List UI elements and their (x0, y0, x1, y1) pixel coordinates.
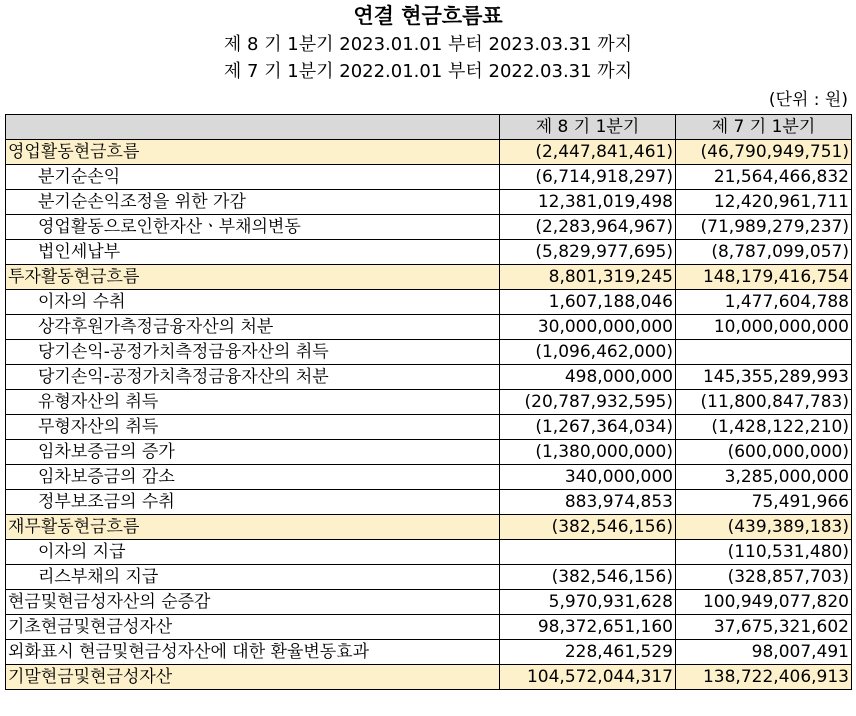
value-current: 104,572,044,317 (500, 665, 676, 690)
row-label: 유형자산의 취득 (6, 390, 500, 415)
row-label: 당기손익-공정가치측정금융자산의 처분 (6, 365, 500, 390)
value-current: (2,447,841,461) (500, 140, 676, 165)
row-label: 무형자산의 취득 (6, 415, 500, 440)
value-current: 5,970,931,628 (500, 590, 676, 615)
value-current: (1,380,000,000) (500, 440, 676, 465)
table-row (6, 590, 852, 615)
value-current: (5,829,977,695) (500, 240, 676, 265)
value-prior: 75,491,966 (676, 490, 852, 515)
row-label: 현금및현금성자산의 순증감 (6, 590, 500, 615)
value-current: (6,714,918,297) (500, 165, 676, 190)
value-current: 98,372,651,160 (500, 615, 676, 640)
table-row (6, 415, 852, 440)
value-prior: 145,355,289,993 (676, 365, 852, 390)
value-current: (2,283,964,967) (500, 215, 676, 240)
value-prior: (1,428,122,210) (676, 415, 852, 440)
value-current: 228,461,529 (500, 640, 676, 665)
value-current: 340,000,000 (500, 465, 676, 490)
value-prior: 1,477,604,788 (676, 290, 852, 315)
value-prior: 98,007,491 (676, 640, 852, 665)
table-row (6, 290, 852, 315)
table-row (6, 515, 852, 540)
column-header-item (6, 115, 500, 140)
table-row (6, 540, 852, 565)
row-label: 투자활동현금흐름 (6, 265, 500, 290)
value-current: 30,000,000,000 (500, 315, 676, 340)
table-row (6, 565, 852, 590)
table-row (6, 465, 852, 490)
value-current: 12,381,019,498 (500, 190, 676, 215)
value-prior: 12,420,961,711 (676, 190, 852, 215)
row-label: 이자의 지급 (6, 540, 500, 565)
value-prior: (71,989,279,237) (676, 215, 852, 240)
value-prior: 3,285,000,000 (676, 465, 852, 490)
row-label: 임차보증금의 감소 (6, 465, 500, 490)
value-current: (382,546,156) (500, 565, 676, 590)
value-prior: (11,800,847,783) (676, 390, 852, 415)
row-label: 리스부채의 지급 (6, 565, 500, 590)
row-label: 외화표시 현금및현금성자산에 대한 환율변동효과 (6, 640, 500, 665)
table-row (6, 390, 852, 415)
table-row (6, 665, 852, 690)
table-header-row (6, 115, 852, 140)
row-label: 정부보조금의 수취 (6, 490, 500, 515)
value-current (500, 540, 676, 565)
value-prior: 21,564,466,832 (676, 165, 852, 190)
row-label: 분기순손익조정을 위한 가감 (6, 190, 500, 215)
table-row (6, 615, 852, 640)
table-row (6, 140, 852, 165)
table-row (6, 190, 852, 215)
table-row (6, 215, 852, 240)
value-current: (1,096,462,000) (500, 340, 676, 365)
value-prior: 148,179,416,754 (676, 265, 852, 290)
table-body (6, 140, 852, 690)
value-prior: (8,787,099,057) (676, 240, 852, 265)
period-current: 제 8 기 1분기 2023.01.01 부터 2023.03.31 까지 (223, 34, 633, 55)
row-label: 기말현금및현금성자산 (6, 665, 500, 690)
column-header-current: 제 8 기 1분기 (500, 115, 676, 140)
value-current: 1,607,188,046 (500, 290, 676, 315)
row-label: 상각후원가측정금융자산의 처분 (6, 315, 500, 340)
period-prior: 제 7 기 1분기 2022.01.01 부터 2022.03.31 까지 (223, 61, 633, 82)
table-row (6, 640, 852, 665)
unit-label: (단위 : 원) (768, 90, 848, 110)
value-current: 498,000,000 (500, 365, 676, 390)
table-row (6, 165, 852, 190)
row-label: 법인세납부 (6, 240, 500, 265)
column-header-prior: 제 7 기 1분기 (676, 115, 852, 140)
table-row (6, 440, 852, 465)
table-row (6, 365, 852, 390)
value-prior: (328,857,703) (676, 565, 852, 590)
table-row (6, 315, 852, 340)
value-prior: (600,000,000) (676, 440, 852, 465)
row-label: 영업활동으로인한자산ㆍ부채의변동 (6, 215, 500, 240)
value-prior: 10,000,000,000 (676, 315, 852, 340)
value-prior: (46,790,949,751) (676, 140, 852, 165)
cash-flow-table (5, 114, 852, 690)
table-row (6, 265, 852, 290)
value-current: (382,546,156) (500, 515, 676, 540)
row-label: 이자의 수취 (6, 290, 500, 315)
value-current: (20,787,932,595) (500, 390, 676, 415)
row-label: 기초현금및현금성자산 (6, 615, 500, 640)
value-current: (1,267,364,034) (500, 415, 676, 440)
value-prior: 37,675,321,602 (676, 615, 852, 640)
value-current: 883,974,853 (500, 490, 676, 515)
statement-title: 연결 현금흐름표 (353, 4, 503, 28)
table-row (6, 240, 852, 265)
row-label: 당기손익-공정가치측정금융자산의 취득 (6, 340, 500, 365)
value-prior: (110,531,480) (676, 540, 852, 565)
table-row (6, 340, 852, 365)
value-prior: (439,389,183) (676, 515, 852, 540)
row-label: 임차보증금의 증가 (6, 440, 500, 465)
value-prior: 100,949,077,820 (676, 590, 852, 615)
row-label: 분기순손익 (6, 165, 500, 190)
row-label: 영업활동현금흐름 (6, 140, 500, 165)
value-current: 8,801,319,245 (500, 265, 676, 290)
row-label: 재무활동현금흐름 (6, 515, 500, 540)
value-prior (676, 340, 852, 365)
value-prior: 138,722,406,913 (676, 665, 852, 690)
table-row (6, 490, 852, 515)
